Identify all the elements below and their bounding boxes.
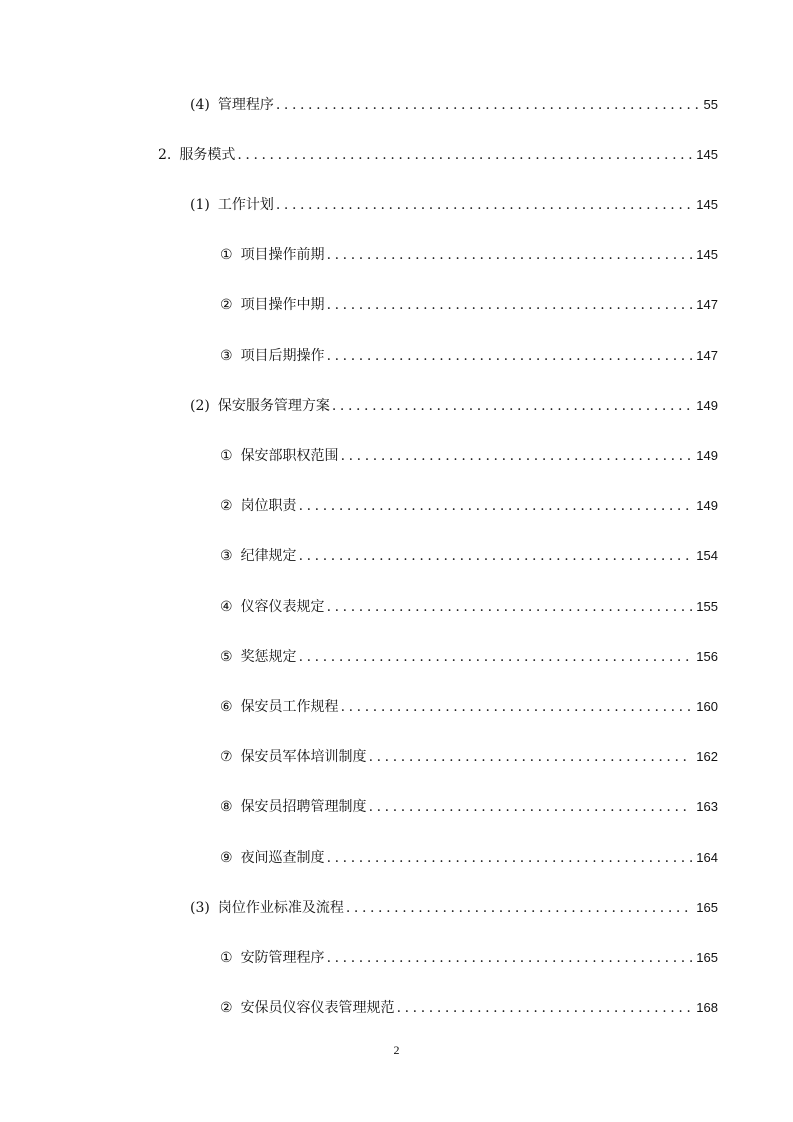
dot-leader [369,745,693,769]
toc-entry-marker: ① [220,950,233,966]
toc-entry-marker: (3) [190,900,210,916]
toc-entry-title: 安防管理程序 [240,950,325,966]
dot-leader [327,243,693,267]
toc-entry-title: 项目操作中期 [240,297,325,313]
dot-leader [237,143,692,167]
toc-entry-page-number: 165 [696,900,718,915]
toc-entry-marker: (4) [190,97,210,113]
toc-entry[interactable] [220,846,718,870]
toc-entry-marker: (2) [190,398,210,414]
toc-entry-title: 岗位作业标准及流程 [217,900,344,916]
toc-entry-marker: ② [220,498,233,514]
dot-leader [332,394,692,418]
toc-entry-page-number: 164 [696,850,718,865]
dot-leader [397,996,693,1020]
toc-entry-title: 保安服务管理方案 [217,398,330,414]
dot-leader [327,344,693,368]
toc-entry[interactable] [220,494,718,518]
toc-entry-title: 服务模式 [179,147,236,163]
toc-entry-page-number: 160 [696,699,718,714]
toc-entry[interactable] [220,795,718,819]
dot-leader [276,93,700,117]
toc-entry-title: 工作计划 [217,197,274,213]
toc-entry-marker: ⑤ [220,649,233,665]
toc-entry-page-number: 162 [696,749,718,764]
dot-leader [369,795,693,819]
toc-entry-title: 项目后期操作 [240,348,325,364]
toc-entry-page-number: 155 [696,599,718,614]
toc-entry-page-number: 156 [696,649,718,664]
dot-leader [341,444,693,468]
toc-entry-marker: ② [220,1000,233,1016]
toc-entry-page-number: 147 [696,297,718,312]
toc-entry-marker: (1) [190,197,210,213]
toc-entry-page-number: 168 [696,1000,718,1015]
dot-leader [299,494,693,518]
dot-leader [327,946,693,970]
toc-entry[interactable] [190,896,718,920]
toc-entry-title: 项目操作前期 [240,247,325,263]
toc-entry-marker: ⑦ [220,749,233,765]
toc-entry[interactable] [220,745,718,769]
toc-entry-page-number: 154 [696,548,718,563]
toc-entry[interactable] [220,695,718,719]
toc-entry-marker: ⑨ [220,850,233,866]
toc-entry[interactable] [190,193,718,217]
dot-leader [346,896,692,920]
toc-entry[interactable] [220,946,718,970]
toc-entry-marker: ③ [220,348,233,364]
toc-entry-title: 仪容仪表规定 [240,599,325,615]
toc-entry-page-number: 149 [696,498,718,513]
dot-leader [299,544,693,568]
dot-leader [276,193,692,217]
toc-entry-page-number: 149 [696,398,718,413]
toc-entry[interactable] [220,293,718,317]
toc-entry[interactable] [220,444,718,468]
toc-entry-title: 奖惩规定 [240,649,297,665]
dot-leader [327,846,693,870]
toc-entry-page-number: 149 [696,448,718,463]
toc-entry[interactable] [220,344,718,368]
toc-entry-title: 保安员招聘管理制度 [240,799,367,815]
toc-entry[interactable] [158,143,718,167]
toc-entry[interactable] [190,93,718,117]
toc-entry-title: 管理程序 [217,97,274,113]
footer-page-number: 2 [393,1043,400,1057]
dot-leader [327,595,693,619]
dot-leader [327,293,693,317]
toc-entry[interactable] [220,595,718,619]
toc-entry-marker: ④ [220,599,233,615]
toc-entry-title: 夜间巡查制度 [240,850,325,866]
toc-entry-page-number: 163 [696,799,718,814]
toc-entry-marker: ① [220,247,233,263]
toc-entry[interactable] [220,996,718,1020]
toc-entry-page-number: 145 [696,247,718,262]
toc-entry-page-number: 147 [696,348,718,363]
toc-entry[interactable] [220,243,718,267]
dot-leader [299,645,693,669]
toc-entry-marker: ② [220,297,233,313]
toc-entry-title: 保安员工作规程 [240,699,339,715]
toc-entry-marker: ⑥ [220,699,233,715]
toc-entry-marker: ① [220,448,233,464]
toc-entry-title: 保安部职权范围 [240,448,339,464]
toc-entry-page-number: 55 [703,97,718,112]
toc-entry[interactable] [190,394,718,418]
toc-entry-title: 岗位职责 [240,498,297,514]
toc-entry[interactable] [220,544,718,568]
toc-entry-title: 安保员仪容仪表管理规范 [240,1000,395,1016]
toc-entry-title: 纪律规定 [240,548,297,564]
toc-entry-marker: ③ [220,548,233,564]
toc-entry-title: 保安员军体培训制度 [240,749,367,765]
toc-entry-marker: 2. [158,147,172,163]
toc-entry-page-number: 165 [696,950,718,965]
toc-entry[interactable] [220,645,718,669]
toc-entry-page-number: 145 [696,147,718,162]
dot-leader [341,695,693,719]
toc-entry-page-number: 145 [696,197,718,212]
toc-entry-marker: ⑧ [220,799,233,815]
